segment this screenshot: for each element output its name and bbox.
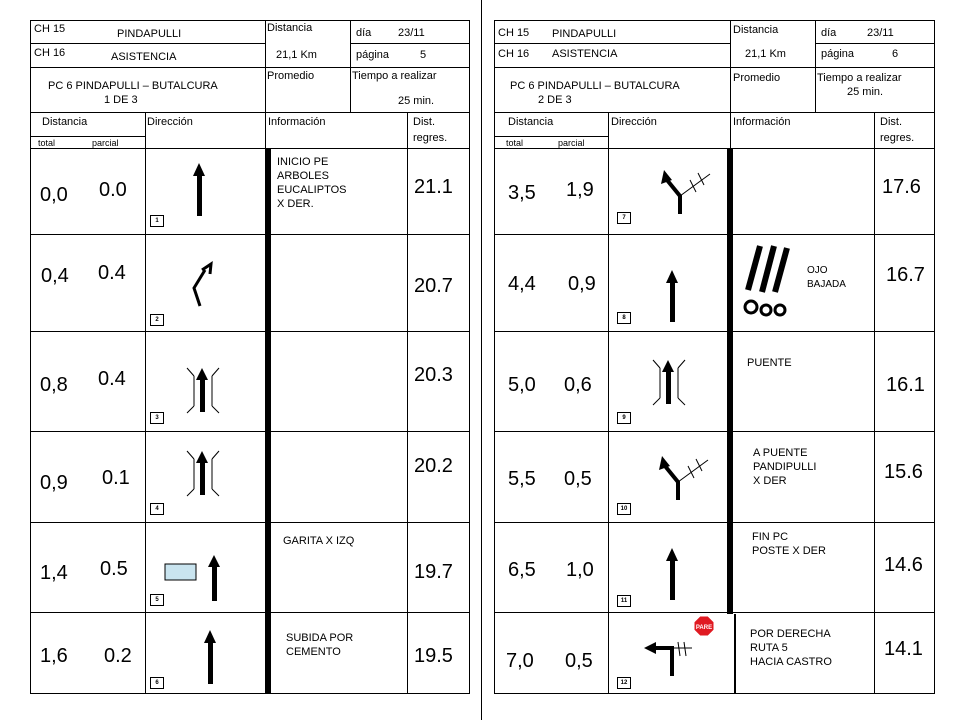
- bridge-icon: [185, 366, 221, 414]
- booth-and-arrow-icon: [163, 553, 223, 603]
- box-number: 6: [150, 677, 164, 689]
- day-label: día: [821, 27, 837, 39]
- bridge-icon: [651, 358, 687, 406]
- time-label: Tiempo a realizar: [817, 72, 902, 84]
- partial-distance: 0.1: [102, 467, 130, 489]
- ch1-label: CH 15: [498, 27, 530, 39]
- average-label: Promedio: [267, 70, 315, 82]
- danger-slashes-icon: [740, 240, 796, 320]
- box-number: 12: [617, 677, 631, 689]
- pc-part: 2 DE 3: [538, 94, 572, 106]
- straight-arrow-icon: [658, 546, 688, 602]
- slight-right-icon: [190, 258, 220, 308]
- box-number: 2: [150, 314, 164, 326]
- distance-value: 21,1 Km: [276, 49, 317, 61]
- partial-distance: 0.5: [100, 558, 128, 580]
- time-value: 25 min.: [398, 95, 435, 107]
- col-total: total: [38, 138, 56, 148]
- total-distance: 7,0: [506, 650, 534, 672]
- col-partial: parcial: [558, 138, 585, 148]
- box-number: 9: [617, 412, 631, 424]
- ch2-label: CH 16: [34, 47, 66, 59]
- total-distance: 0,0: [40, 184, 68, 206]
- col-distance: Distancia: [508, 116, 554, 128]
- straight-arrow-icon: [185, 160, 215, 220]
- ch2-label: CH 16: [498, 48, 530, 60]
- col-dist: Dist.: [880, 116, 902, 128]
- ch1-name: PINDAPULLI: [552, 28, 617, 40]
- info-text: PUENTE: [747, 357, 792, 369]
- partial-distance: 0,5: [564, 468, 592, 490]
- page-number: 5: [420, 49, 427, 61]
- col-direction: Dirección: [611, 116, 657, 128]
- partial-distance: 1,9: [566, 179, 594, 201]
- col-regres: regres.: [413, 132, 448, 144]
- time-label: Tiempo a realizar: [352, 70, 437, 82]
- col-partial: parcial: [92, 138, 119, 148]
- partial-distance: 1,0: [566, 559, 594, 581]
- total-distance: 0,8: [40, 374, 68, 396]
- info-text: OJO BAJADA: [807, 265, 846, 290]
- day-label: día: [356, 27, 372, 39]
- time-value: 25 min.: [847, 86, 884, 98]
- box-number: 11: [617, 595, 631, 607]
- distance-remaining: 20.3: [414, 364, 453, 386]
- pc-title: PC 6 PINDAPULLI – BUTALCURA: [510, 80, 680, 92]
- bridge-icon: [185, 449, 221, 497]
- info-text: A PUENTE PANDIPULLI X DER: [753, 447, 817, 487]
- col-dist: Dist.: [413, 116, 435, 128]
- distance-remaining: 16.7: [886, 264, 925, 286]
- box-number: 10: [617, 503, 631, 515]
- ch1-label: CH 15: [34, 23, 66, 35]
- distance-remaining: 15.6: [884, 461, 923, 483]
- total-distance: 6,5: [508, 559, 536, 581]
- distance-remaining: 16.1: [886, 374, 925, 396]
- day-value: 23/11: [867, 27, 894, 39]
- distance-remaining: 14.6: [884, 554, 923, 576]
- total-distance: 3,5: [508, 182, 536, 204]
- day-value: 23/11: [398, 27, 425, 39]
- box-number: 4: [150, 503, 164, 515]
- stop-sign-label: PARE: [695, 625, 713, 631]
- info-text: FIN PC POSTE X DER: [752, 531, 826, 557]
- average-label: Promedio: [733, 72, 781, 84]
- distance-label: Distancia: [267, 22, 313, 34]
- box-number: 8: [617, 312, 631, 324]
- ch2-name: ASISTENCIA: [552, 48, 618, 60]
- total-distance: 0,4: [41, 265, 69, 287]
- total-distance: 5,0: [508, 374, 536, 396]
- partial-distance: 0.4: [98, 368, 126, 390]
- distance-remaining: 19.5: [414, 645, 453, 667]
- straight-arrow-icon: [196, 628, 226, 686]
- partial-distance: 0,9: [568, 273, 596, 295]
- col-total: total: [506, 138, 524, 148]
- total-distance: 5,5: [508, 468, 536, 490]
- col-information: Información: [268, 116, 326, 128]
- pc-title: PC 6 PINDAPULLI – BUTALCURA: [48, 80, 218, 92]
- distance-remaining: 20.7: [414, 275, 453, 297]
- total-distance: 0,9: [40, 472, 68, 494]
- pc-part: 1 DE 3: [104, 94, 138, 106]
- col-information: Información: [733, 116, 791, 128]
- distance-remaining: 17.6: [882, 176, 921, 198]
- total-distance: 1,4: [40, 562, 68, 584]
- partial-distance: 0.0: [99, 179, 127, 201]
- box-number: 5: [150, 594, 164, 606]
- total-distance: 4,4: [508, 273, 536, 295]
- col-distance: Distancia: [42, 116, 88, 128]
- info-text: SUBIDA POR CEMENTO: [286, 632, 354, 658]
- box-number: 3: [150, 412, 164, 424]
- page-label: página: [821, 48, 855, 60]
- partial-distance: 0,5: [565, 650, 593, 672]
- straight-arrow-icon: [658, 268, 688, 324]
- distance-remaining: 14.1: [884, 638, 923, 660]
- partial-distance: 0.4: [98, 262, 126, 284]
- partial-distance: 0.2: [104, 645, 132, 667]
- distance-remaining: 20.2: [414, 455, 453, 477]
- info-text: POR DERECHA RUTA 5 HACIA CASTRO: [750, 628, 832, 668]
- box-number: 7: [617, 212, 631, 224]
- ch1-name: PINDAPULLI: [117, 28, 182, 40]
- stop-and-left-turn-icon: [640, 614, 730, 684]
- partial-distance: 0,6: [564, 374, 592, 396]
- info-text: INICIO PE ARBOLES EUCALIPTOS X DER.: [277, 156, 347, 210]
- info-text: GARITA X IZQ: [283, 535, 355, 547]
- page-label: página: [356, 49, 390, 61]
- page-number: 6: [892, 48, 899, 60]
- distance-remaining: 21.1: [414, 176, 453, 198]
- distance-value: 21,1 Km: [745, 48, 786, 60]
- distance-remaining: 19.7: [414, 561, 453, 583]
- fork-right-icon: [654, 450, 710, 502]
- ch2-name: ASISTENCIA: [111, 51, 177, 63]
- page-divider: [481, 0, 482, 720]
- fork-right-icon: [656, 164, 712, 216]
- total-distance: 1,6: [40, 645, 68, 667]
- box-number: 1: [150, 215, 164, 227]
- col-regres: regres.: [880, 132, 915, 144]
- col-direction: Dirección: [147, 116, 193, 128]
- distance-label: Distancia: [733, 24, 779, 36]
